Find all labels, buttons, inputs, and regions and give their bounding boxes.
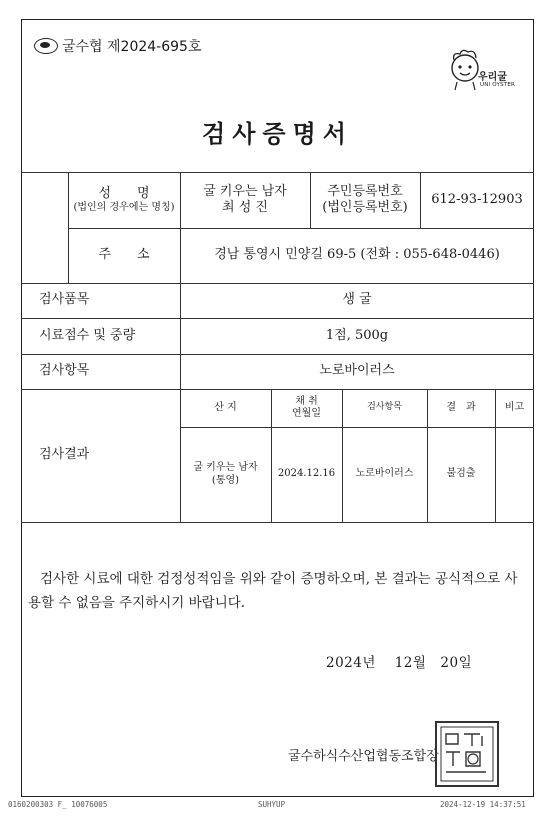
name-value-cell [180, 172, 310, 228]
result-header-date: 채 취 연월일 [292, 395, 321, 419]
address-label: 주 소 [98, 247, 150, 263]
name-label-note: (법인의 경우에는 명칭) [73, 201, 175, 213]
page-title: 검사증명서 [202, 120, 353, 148]
item-label: 검사품목 [39, 292, 90, 308]
result-value: 불검출 [446, 468, 476, 480]
result-origin: 굴 키우는 남자 (통영) [193, 462, 258, 486]
footer-doc-code: 0160200303 F_ 10076005 [8, 800, 108, 809]
result-date: 2024.12.16 [277, 468, 336, 480]
issue-date: 2024년 12월 20일 [326, 655, 473, 671]
reg-value: 612-93-12903 [431, 191, 523, 207]
certification-statement: 검사한 시료에 대한 검정성적임을 위와 같이 증명하오며, 본 결과는 공식적으로 사용할 수 없음을 주지하시기 바랍니다. [28, 571, 518, 611]
test-value: 노로바이러스 [319, 363, 395, 379]
result-header-origin: 산 지 [214, 401, 237, 413]
test-label: 검사항목 [39, 363, 90, 379]
reg-label-cell [310, 172, 420, 228]
result-header-test: 검사항목 [367, 402, 402, 413]
official-seal-icon [432, 718, 502, 790]
name-label: 성 명 [98, 185, 150, 201]
result-note [495, 427, 534, 522]
result-header-result: 결 과 [446, 401, 476, 413]
suhyup-logo-icon [34, 38, 58, 54]
issuer-name: 굴수하식수산업협동조합장 [288, 749, 439, 764]
sample-value: 1점, 500g [325, 327, 389, 343]
footer-org: SUHYUP [258, 800, 286, 809]
name-value-1: 굴 키우는 남자 [203, 183, 287, 199]
result-test: 노로바이러스 [355, 468, 414, 480]
brand-subtitle: UNI OYSTER [480, 82, 516, 88]
name-label-cell [68, 172, 180, 228]
association-number-text: 굴수협 제2024-695호 [62, 39, 202, 55]
oyster-character-icon [448, 46, 482, 92]
brand-name: 우리굴 [478, 72, 507, 83]
brand-logo [448, 42, 532, 102]
reg-label-1: 주민등록번호 [327, 183, 403, 199]
table-rule [21, 522, 534, 523]
association-number [34, 36, 201, 56]
reg-label-2: (법인등록번호) [322, 200, 408, 215]
address-value: 경남 통영시 민양길 69-5 (전화 : 055-648-0446) [214, 247, 500, 263]
footer-timestamp: 2024-12-19 14:37:51 [440, 800, 526, 809]
result-label: 검사결과 [39, 447, 90, 463]
item-value: 생 굴 [342, 292, 372, 308]
result-header-note: 비고 [504, 401, 525, 413]
sample-label: 시료점수 및 중량 [39, 327, 136, 343]
name-value-2: 최 성 진 [222, 200, 268, 215]
